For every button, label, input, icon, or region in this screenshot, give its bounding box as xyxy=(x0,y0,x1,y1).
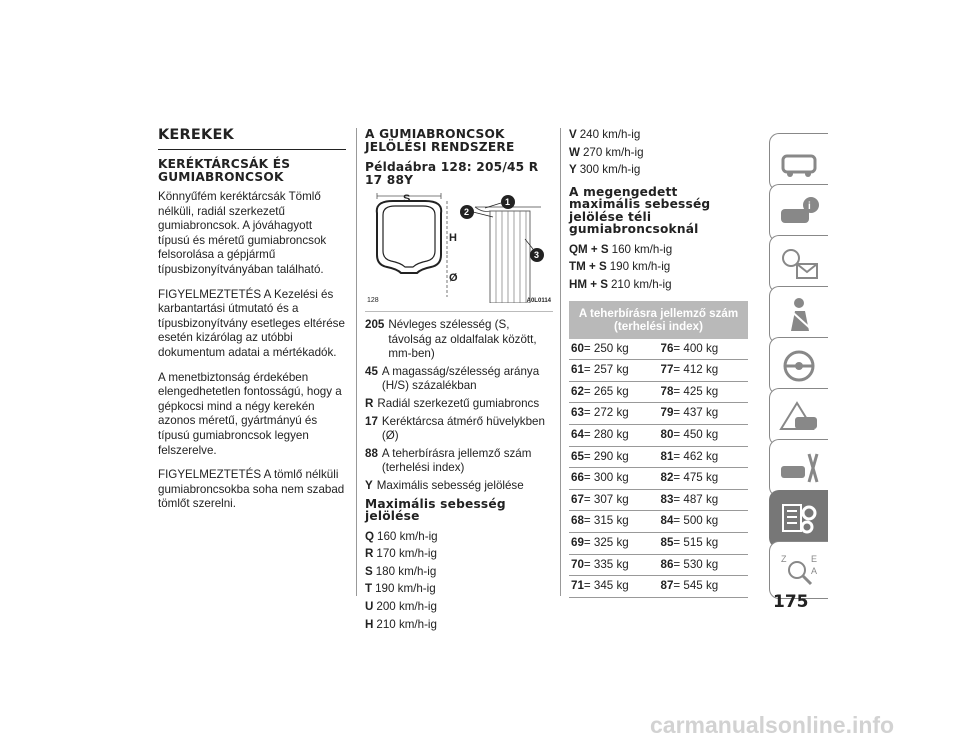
load-value: = 290 kg xyxy=(583,449,629,463)
table-row xyxy=(569,447,748,469)
speed-item xyxy=(365,547,553,562)
callout-2: 2 xyxy=(464,207,470,217)
definition-item xyxy=(365,479,553,494)
load-index-code: 67 xyxy=(571,492,584,506)
table-cell xyxy=(569,406,659,421)
column-1 xyxy=(158,128,346,522)
load-index-code: 79 xyxy=(660,406,674,420)
table-row xyxy=(569,468,748,490)
callout-1: 1 xyxy=(505,197,511,207)
table-cell xyxy=(659,579,749,594)
table-cell xyxy=(569,493,659,508)
chapter-tab[interactable] xyxy=(769,439,828,497)
load-value: = 475 kg xyxy=(673,471,719,485)
table-cell xyxy=(659,342,749,357)
diameter-label: Ø xyxy=(449,272,458,284)
speed-item xyxy=(569,243,748,258)
paragraph: A menetbiztonság érdekében elengedhetetlen fontosságú, hogy a gépkocsi mind a négy kerekén azonos méretű, gyártmányú és típusú gumiabroncsok legyen felszerelve. xyxy=(158,370,342,457)
section-subtitle: KERÉKTÁRCSÁK ÉS GUMIABRONCSOK xyxy=(158,157,291,184)
speed-item xyxy=(569,260,748,275)
definition-item xyxy=(365,365,553,394)
table-cell xyxy=(569,385,659,400)
alphabetical-index-icon xyxy=(777,550,821,590)
speed-text: 210 km/h-ig xyxy=(610,277,672,291)
chapter-tab[interactable] xyxy=(769,541,828,599)
speed-list xyxy=(365,530,553,633)
definition-code: 45 xyxy=(365,364,378,378)
load-index-code: 82 xyxy=(660,471,674,485)
definition-item xyxy=(365,397,553,412)
speed-code: TM + S xyxy=(569,260,607,274)
load-index-code: 81 xyxy=(660,449,674,463)
steering-wheel-icon xyxy=(777,346,821,386)
load-value: = 450 kg xyxy=(673,427,719,441)
load-value: = 315 kg xyxy=(583,514,629,528)
load-value: = 437 kg xyxy=(673,406,719,420)
load-value: = 412 kg xyxy=(673,363,719,377)
table-cell xyxy=(569,471,659,486)
speed-text: 210 km/h-ig xyxy=(376,617,437,631)
warning-light-message-icon xyxy=(777,244,821,284)
speed-text: 270 km/h-ig xyxy=(582,145,644,159)
load-value: = 265 kg xyxy=(583,384,629,398)
paragraph: Könnyűfém keréktárcsák Tömlő nélküli, radiál szerkezetű gumiabroncsok. A jóváhagyott típusú és méretű gumiabroncsok felsorolása a gépjármű típusbizonyítványában található. xyxy=(158,190,327,276)
definition-item xyxy=(365,415,553,444)
chapter-tab[interactable] xyxy=(769,235,828,293)
table-cell xyxy=(569,558,659,573)
technical-data-icon xyxy=(777,499,821,539)
table-row xyxy=(569,555,748,577)
section-title: KEREKEK xyxy=(158,128,346,150)
definition-list xyxy=(365,318,553,494)
figure-number: 128 xyxy=(367,297,379,305)
figure-code: A0L0114 xyxy=(526,298,551,305)
definition-text: Keréktárcsa átmérő hüvelykben (Ø) xyxy=(381,414,545,443)
car-tools-icon xyxy=(777,448,821,488)
table-cell xyxy=(659,536,749,551)
definition-text: Radiál szerkezetű gumiabroncs xyxy=(377,396,540,410)
load-value: = 250 kg xyxy=(583,341,629,355)
definition-code: Y xyxy=(365,478,373,492)
chapter-tab[interactable] xyxy=(769,286,828,344)
load-index-code: 62 xyxy=(571,384,584,398)
speed-text: 200 km/h-ig xyxy=(376,599,437,613)
warning-paragraph: FIGYELMEZTETÉS A tömlő nélküli gumiabroncsokba soha nem szabad tömlőt szerelni. xyxy=(158,468,345,511)
speed-code: U xyxy=(365,599,374,613)
speed-code: W xyxy=(569,145,580,159)
speed-item xyxy=(569,128,748,143)
speed-text: 190 km/h-ig xyxy=(375,582,436,596)
load-index-code: 76 xyxy=(660,341,674,355)
load-value: = 500 kg xyxy=(673,514,719,528)
table-cell xyxy=(659,450,749,465)
speed-item xyxy=(569,278,748,293)
svg-text:Z: Z xyxy=(781,554,787,564)
car-dashboard-icon xyxy=(777,142,821,182)
speed-code: QM + S xyxy=(569,242,609,256)
load-index-code: 78 xyxy=(660,384,674,398)
table-row xyxy=(569,403,748,425)
height-label: H xyxy=(449,232,457,244)
load-index-code: 85 xyxy=(660,535,674,549)
speed-item xyxy=(569,146,748,161)
table-row xyxy=(569,339,748,361)
speed-text: 240 km/h-ig xyxy=(579,128,641,141)
table-row xyxy=(569,425,748,447)
load-value: = 515 kg xyxy=(673,535,719,549)
column-divider xyxy=(560,128,561,596)
load-value: = 335 kg xyxy=(583,557,629,571)
column-2 xyxy=(365,128,553,635)
svg-text:i: i xyxy=(808,201,811,212)
chapter-tab[interactable] xyxy=(769,133,828,191)
load-value: = 545 kg xyxy=(673,579,719,593)
load-value: = 257 kg xyxy=(583,363,629,377)
table-cell xyxy=(659,363,749,378)
table-row xyxy=(569,490,748,512)
table-row xyxy=(569,533,748,555)
load-value: = 280 kg xyxy=(583,427,629,441)
winter-section-title: A megengedett maximális sebesség jelölése téli gumiabroncsoknál xyxy=(569,184,711,237)
load-value: = 325 kg xyxy=(583,535,629,549)
column-divider xyxy=(356,128,357,596)
load-index-code: 64 xyxy=(571,427,584,441)
callout-3: 3 xyxy=(534,250,540,260)
table-row xyxy=(569,576,748,598)
speed-code: H xyxy=(365,617,374,631)
definition-text: Maximális sebesség jelölése xyxy=(376,478,524,492)
load-value: = 530 kg xyxy=(673,557,719,571)
table-row xyxy=(569,360,748,382)
winter-speed-list xyxy=(569,243,748,293)
load-value: = 345 kg xyxy=(583,579,629,593)
table-row xyxy=(569,382,748,404)
table-cell xyxy=(569,450,659,465)
tire-diagram xyxy=(365,193,553,312)
chapter-tab[interactable] xyxy=(769,490,828,548)
speed-item xyxy=(365,618,553,633)
width-label: S xyxy=(403,193,411,205)
figure-title: Példaábra 128: 205/45 R 17 88Y xyxy=(365,160,539,187)
speed-text: 190 km/h-ig xyxy=(609,260,671,274)
speed-list xyxy=(569,128,748,178)
watermark: carmanualsonline.info xyxy=(650,712,895,738)
speed-code: S xyxy=(365,564,373,578)
table-cell xyxy=(659,385,749,400)
speed-text: 160 km/h-ig xyxy=(611,242,673,256)
load-index-code: 71 xyxy=(571,579,584,593)
warning-paragraph: FIGYELMEZTETÉS A Kezelési és karbantartási útmutató és a típusbizonyítvány esetleges eltérése esetén kizárólag az utóbbi dokumentum adatai a mértékadók. xyxy=(158,287,345,359)
definition-item xyxy=(365,447,553,476)
load-index-code: 63 xyxy=(571,406,584,420)
seatbelt-airbag-icon xyxy=(777,295,821,335)
speed-item xyxy=(365,600,553,615)
table-cell xyxy=(569,428,659,443)
definition-code: 205 xyxy=(365,318,385,331)
load-index-table-header: A teherbírásra jellemző szám (terhelési index) xyxy=(569,301,748,339)
chapter-tab[interactable] xyxy=(769,337,828,395)
chapter-tab[interactable] xyxy=(769,184,828,242)
table-cell xyxy=(659,514,749,529)
speed-item xyxy=(365,582,553,597)
load-index-code: 68 xyxy=(571,514,584,528)
load-index-code: 65 xyxy=(571,449,584,463)
speed-text: 170 km/h-ig xyxy=(376,547,437,561)
table-cell xyxy=(659,428,749,443)
table-cell xyxy=(569,363,659,378)
definition-text: A teherbírásra jellemző szám (terhelési index) xyxy=(381,446,532,475)
table-cell xyxy=(569,536,659,551)
speed-text: 180 km/h-ig xyxy=(375,564,437,578)
table-cell xyxy=(659,558,749,573)
speed-code: Y xyxy=(569,163,577,177)
car-info-icon xyxy=(777,193,821,233)
definition-text: A magasság/szélesség aránya (H/S) százalékban xyxy=(381,364,540,393)
speed-text: 300 km/h-ig xyxy=(579,163,641,177)
load-index-code: 69 xyxy=(571,535,584,549)
speed-item xyxy=(569,163,748,178)
speed-code: V xyxy=(569,128,577,141)
table-cell xyxy=(569,579,659,594)
column-3 xyxy=(569,128,748,598)
table-cell xyxy=(659,493,749,508)
load-index-code: 60 xyxy=(571,341,584,355)
load-value: = 272 kg xyxy=(583,406,629,420)
speed-code: HM + S xyxy=(569,277,608,291)
table-cell xyxy=(659,471,749,486)
chapter-tab[interactable] xyxy=(769,388,828,446)
load-index-code: 87 xyxy=(660,579,674,593)
svg-text:E: E xyxy=(811,554,818,564)
table-cell xyxy=(569,342,659,357)
load-index-code: 61 xyxy=(571,363,584,377)
speed-code: Q xyxy=(365,529,375,543)
definition-text: Névleges szélesség (S, távolság az oldalfalak között, mm-ben) xyxy=(388,318,537,361)
tire-cross-section-drawing xyxy=(365,193,553,303)
load-value: = 300 kg xyxy=(583,471,629,485)
table-cell xyxy=(569,514,659,529)
speed-item xyxy=(365,565,553,580)
page-number: 175 xyxy=(773,592,809,612)
definition-code: 88 xyxy=(365,446,378,460)
load-value: = 487 kg xyxy=(673,492,719,506)
load-index-code: 80 xyxy=(660,427,674,441)
definition-item xyxy=(365,318,553,362)
speed-item xyxy=(365,530,553,545)
svg-text:A: A xyxy=(811,566,818,576)
load-index-table xyxy=(569,339,748,598)
load-index-code: 83 xyxy=(660,492,674,506)
load-index-code: 84 xyxy=(660,514,674,528)
load-value: = 307 kg xyxy=(583,492,629,506)
load-index-code: 70 xyxy=(571,557,584,571)
load-value: = 400 kg xyxy=(673,341,719,355)
load-index-code: 77 xyxy=(660,363,674,377)
table-row xyxy=(569,511,748,533)
speed-code: R xyxy=(365,547,374,561)
load-index-code: 86 xyxy=(660,557,674,571)
load-index-code: 66 xyxy=(571,471,584,485)
definition-code: 17 xyxy=(365,414,378,428)
speed-text: 160 km/h-ig xyxy=(377,529,438,543)
table-cell xyxy=(659,406,749,421)
load-value: = 462 kg xyxy=(673,449,719,463)
speed-code: T xyxy=(365,582,373,596)
section-title: A GUMIABRONCSOK JELÖLÉSI RENDSZERE xyxy=(365,127,515,154)
definition-code: R xyxy=(365,396,374,410)
load-value: = 425 kg xyxy=(673,384,719,398)
speed-section-title: Maximális sebesség jelölése xyxy=(365,496,506,524)
car-warning-icon xyxy=(777,397,821,437)
